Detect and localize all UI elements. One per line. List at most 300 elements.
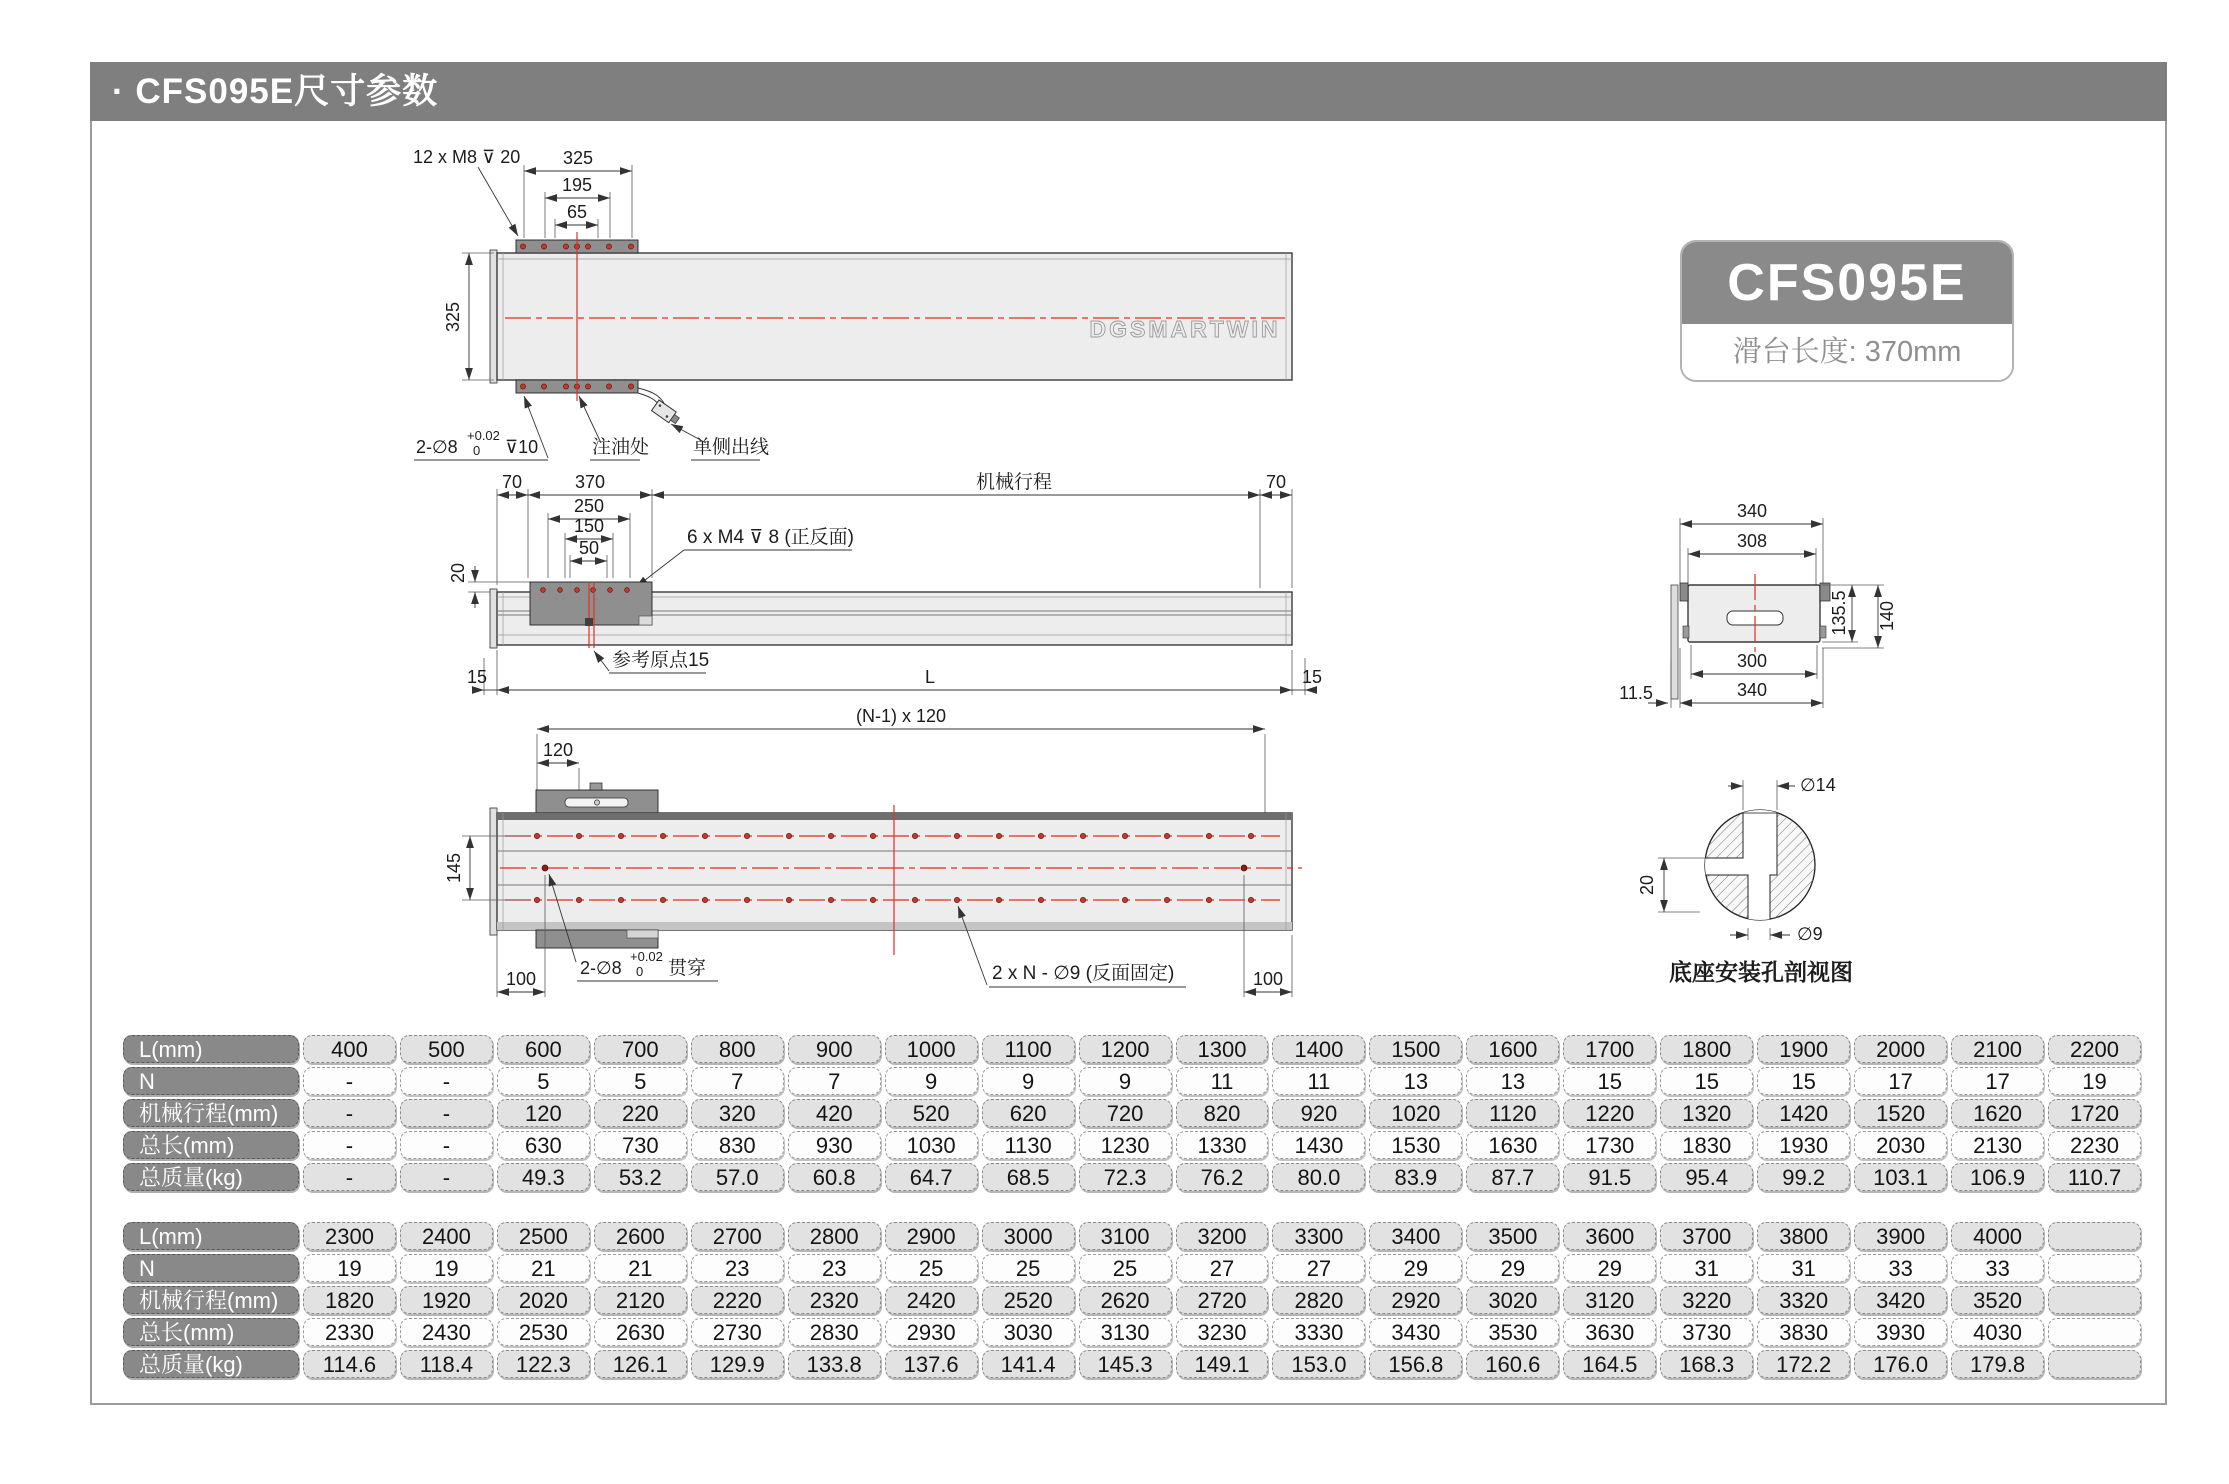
table-cell: 153.0 [1272,1350,1365,1378]
table-cell: 1320 [1660,1099,1753,1127]
mounting-hole [558,588,563,593]
table-cell: 129.9 [691,1350,784,1378]
mounting-hole [563,384,568,389]
mounting-hole [1038,897,1043,902]
mounting-hole [534,897,539,902]
cable-connector [638,388,681,426]
table-cell: 3500 [1466,1222,1559,1250]
dim-L: L [924,667,936,687]
dim-140: 140 [1877,600,1897,632]
badge-subtitle: 滑台长度: 370mm [1682,324,2012,380]
dim-15-right: 15 [1301,667,1323,687]
mounting-hole [1080,897,1085,902]
dim-d14: ∅14 [1800,775,1836,795]
table-cell: 3630 [1563,1318,1656,1346]
view-bottom [444,706,1302,997]
mounting-hole [828,897,833,902]
label-oil-port: 注油处 [592,437,650,458]
table-cell: 114.6 [303,1350,396,1378]
dim-340-top: 340 [1736,501,1768,521]
table-cell: 4000 [1951,1222,2044,1250]
mounting-hole [996,897,1001,902]
table-cell: 1130 [982,1131,1075,1159]
table-cell: 2030 [1854,1131,1947,1159]
table-cell: 99.2 [1757,1163,1850,1191]
table-cell: 820 [1176,1099,1269,1127]
table-cell: 2120 [594,1286,687,1314]
table-cell: 15 [1757,1067,1850,1095]
table-row-label: L(mm) [123,1222,299,1250]
dim-340-bottom: 340 [1736,680,1768,700]
table-cell: 149.1 [1176,1350,1269,1378]
table-cell: 95.4 [1660,1163,1753,1191]
table-cell: 1730 [1563,1131,1656,1159]
table-cell: 60.8 [788,1163,881,1191]
dim-150: 150 [573,516,605,536]
label-2n-d9: 2 x N - ∅9 (反面固定) [992,963,1175,984]
table-cell: 1500 [1369,1035,1462,1063]
mounting-hole [541,588,546,593]
mounting-hole [1164,833,1169,838]
mounting-hole [1080,833,1085,838]
table-cell: 9 [885,1067,978,1095]
table-cell: 1720 [2048,1099,2141,1127]
view-hole-detail [1637,775,1853,985]
table-cell: 21 [594,1254,687,1282]
table-cell: 920 [1272,1099,1365,1127]
table-cell: 49.3 [497,1163,590,1191]
tol-zero: 0 [636,964,644,979]
mounting-hole [1122,897,1127,902]
table-cell: 1400 [1272,1035,1365,1063]
table-cell: - [303,1067,396,1095]
table-cell: 3420 [1854,1286,1947,1314]
table-cell: 1920 [400,1286,493,1314]
table-row-label: 总质量(kg) [123,1163,299,1191]
table-cell: 33 [1951,1254,2044,1282]
model-badge [1680,240,2014,382]
dim-145: 145 [444,852,464,884]
view-top [413,147,1292,460]
table-cell: 3800 [1757,1222,1850,1250]
table-cell: 2920 [1369,1286,1462,1314]
dim-d9: ∅9 [1797,924,1823,944]
table-cell: 25 [1079,1254,1172,1282]
mounting-hole [625,588,630,593]
table-cell: 3600 [1563,1222,1656,1250]
table-cell: 2020 [497,1286,590,1314]
table-cell: 3700 [1660,1222,1753,1250]
mounting-hole [660,833,665,838]
table-cell: 3830 [1757,1318,1850,1346]
dim-325-left: 325 [443,301,463,333]
dim-120: 120 [542,740,574,760]
table-cell: 2820 [1272,1286,1365,1314]
table-row-label: N [123,1254,299,1282]
table-cell: 630 [497,1131,590,1159]
table-row-label: 机械行程(mm) [123,1286,299,1314]
table-cell: 1220 [1563,1099,1656,1127]
table-cell: 126.1 [594,1350,687,1378]
table-cell: 141.4 [982,1350,1075,1378]
table-cell: 1230 [1079,1131,1172,1159]
dim-20-detail: 20 [1637,874,1657,896]
table-cell: 25 [885,1254,978,1282]
table-cell: 3330 [1272,1318,1365,1346]
table-cell: 57.0 [691,1163,784,1191]
table-cell: 220 [594,1099,687,1127]
dim-325-top: 325 [562,148,594,168]
mounting-hole [954,897,959,902]
table-cell: 420 [788,1099,881,1127]
table-cell: 72.3 [1079,1163,1172,1191]
mounting-hole [912,897,917,902]
table-cell: 730 [594,1131,687,1159]
table-cell: 64.7 [885,1163,978,1191]
table-cell: 103.1 [1854,1163,1947,1191]
table-cell: 3730 [1660,1318,1753,1346]
mounting-hole [786,897,791,902]
dim-300: 300 [1736,651,1768,671]
table-cell: 156.8 [1369,1350,1462,1378]
table-cell: 5 [497,1067,590,1095]
table-cell: 68.5 [982,1163,1075,1191]
table-cell: - [303,1131,396,1159]
table-cell: 3530 [1466,1318,1559,1346]
end-plate [490,589,497,648]
table-cell: 87.7 [1466,1163,1559,1191]
table-row-label: 机械行程(mm) [123,1099,299,1127]
table-cell: 600 [497,1035,590,1063]
table-cell: 83.9 [1369,1163,1462,1191]
table-cell: 1000 [885,1035,978,1063]
label-2d8-through: 2-∅8 [580,958,622,978]
table-cell: 33 [1854,1254,1947,1282]
table-cell: 9 [1079,1067,1172,1095]
dim-pitch: (N-1) x 120 [855,706,947,726]
table-cell: 137.6 [885,1350,978,1378]
mounting-hole [702,897,707,902]
table-cell: 3130 [1079,1318,1172,1346]
mounting-hole [628,244,633,249]
table-cell: 930 [788,1131,881,1159]
table-cell: - [400,1067,493,1095]
table-cell: 3030 [982,1318,1075,1346]
side-tab [1680,583,1688,601]
table-cell: 7 [788,1067,881,1095]
mounting-hole [628,384,633,389]
mounting-hole [520,244,525,249]
table-cell: 29 [1466,1254,1559,1282]
table-cell: 2530 [497,1318,590,1346]
mounting-hole [575,588,580,593]
leader-origin [594,651,609,671]
end-plate [490,250,497,383]
table-cell: - [303,1099,396,1127]
table-cell: 1100 [982,1035,1075,1063]
table-cell: 1200 [1079,1035,1172,1063]
mounting-hole [576,897,581,902]
dim-20: 20 [448,562,468,584]
table-cell: 11 [1176,1067,1269,1095]
table-cell: 1820 [303,1286,396,1314]
table-cell: 1430 [1272,1131,1365,1159]
label-2d8: 2-∅8 [416,437,458,457]
table-cell: 9 [982,1067,1075,1095]
table-cell: 3020 [1466,1286,1559,1314]
table-2 [123,1222,2141,1378]
table-cell [2048,1222,2141,1250]
dim-11-5: 11.5 [1619,683,1653,703]
table-cell: 3220 [1660,1286,1753,1314]
dim-135-5: 135.5 [1829,590,1849,636]
table-cell: 2100 [1951,1035,2044,1063]
mounting-hole [954,833,959,838]
watermark: DGSMARTWIN [1089,316,1281,342]
mounting-hole [1122,833,1127,838]
table-cell: 2230 [2048,1131,2141,1159]
table-cell: 2600 [594,1222,687,1250]
table-cell: 145.3 [1079,1350,1172,1378]
table-cell: 15 [1660,1067,1753,1095]
table-row-label: L(mm) [123,1035,299,1063]
table-cell: 19 [2048,1067,2141,1095]
mounting-hole [870,897,875,902]
table-cell: 17 [1951,1067,2044,1095]
label-stroke: 机械行程 [975,472,1053,493]
dim-308: 308 [1736,531,1768,551]
table-cell: 720 [1079,1099,1172,1127]
mounting-hole [606,384,611,389]
table-cell: 168.3 [1660,1350,1753,1378]
table-cell: 2930 [885,1318,978,1346]
stopper [590,783,602,790]
table-cell: - [400,1131,493,1159]
dim-65: 65 [566,202,588,222]
mounting-hole [563,244,568,249]
table-cell: 2700 [691,1222,784,1250]
table-cell: 17 [1854,1067,1947,1095]
table-cell: - [400,1099,493,1127]
table-cell: 1330 [1176,1131,1269,1159]
leader-cable [671,424,706,443]
table-row-label: 总长(mm) [123,1131,299,1159]
table-cell: 1830 [1660,1131,1753,1159]
table-cell: 1930 [1757,1131,1850,1159]
table-cell: 25 [982,1254,1075,1282]
dim-15-left: 15 [466,667,488,687]
motor-plate [1671,585,1678,699]
table-cell: 3930 [1854,1318,1947,1346]
table-cell: 2330 [303,1318,396,1346]
table-cell [2048,1286,2141,1314]
table-cell: 31 [1757,1254,1850,1282]
table-cell: 3300 [1272,1222,1365,1250]
table-row-label: N [123,1067,299,1095]
pin-hole [542,865,548,871]
mounting-hole [585,384,590,389]
mounting-hole [1038,833,1043,838]
table-cell: 3900 [1854,1222,1947,1250]
table-cell: 500 [400,1035,493,1063]
side-tab [1820,626,1826,638]
table-cell: 53.2 [594,1163,687,1191]
table-cell: 900 [788,1035,881,1063]
table-cell: 2500 [497,1222,590,1250]
table-cell: 2420 [885,1286,978,1314]
slider-step [627,930,658,938]
table-cell: 1120 [1466,1099,1559,1127]
table-cell: 91.5 [1563,1163,1656,1191]
table-cell: 320 [691,1099,784,1127]
table-cell: 19 [400,1254,493,1282]
table-cell: 2730 [691,1318,784,1346]
table-cell: 1530 [1369,1131,1462,1159]
table-cell: 2220 [691,1286,784,1314]
table-cell: 2320 [788,1286,881,1314]
mounting-hole [912,833,917,838]
table-cell: 3200 [1176,1222,1269,1250]
dim-370: 370 [574,472,606,492]
mounting-hole [1164,897,1169,902]
table-cell: 2800 [788,1222,881,1250]
leader-m4 [636,550,684,587]
table-cell: 620 [982,1099,1075,1127]
label-depth10: ⊽10 [505,437,539,457]
table-cell: 179.8 [1951,1350,2044,1378]
mounting-hole [541,244,546,249]
table-cell: 3000 [982,1222,1075,1250]
leader-oil [579,396,601,443]
slot-hole [594,800,599,805]
table-cell: 1420 [1757,1099,1850,1127]
table-cell: 27 [1272,1254,1365,1282]
page-title: · CFS095E尺寸参数 [112,72,439,111]
table-row-label: 总质量(kg) [123,1350,299,1378]
table-cell: 1520 [1854,1099,1947,1127]
table-cell: 106.9 [1951,1163,2044,1191]
table-cell: 2130 [1951,1131,2044,1159]
label-m4: 6 x M4 ⊽ 8 (正反面) [687,527,854,548]
table-cell: 19 [303,1254,396,1282]
table-cell: 1630 [1466,1131,1559,1159]
table-cell: 3320 [1757,1286,1850,1314]
mounting-hole [520,384,525,389]
table-cell: 2620 [1079,1286,1172,1314]
dim-70-right: 70 [1265,472,1287,492]
mounting-hole [744,897,749,902]
table-cell: 13 [1369,1067,1462,1095]
table-cell: 1030 [885,1131,978,1159]
table-cell: 3520 [1951,1286,2044,1314]
table-cell: 1300 [1176,1035,1269,1063]
table-cell: 176.0 [1854,1350,1947,1378]
mounting-hole [608,588,613,593]
table-cell: 122.3 [497,1350,590,1378]
mounting-hole [534,833,539,838]
detail-caption: 底座安装孔剖视图 [1669,959,1853,985]
table-cell: 2630 [594,1318,687,1346]
table-cell [2048,1318,2141,1346]
table-cell: 1700 [1563,1035,1656,1063]
table-cell: 3230 [1176,1318,1269,1346]
table-cell [2048,1254,2141,1282]
table-cell: 2900 [885,1222,978,1250]
table-cell: 2520 [982,1286,1075,1314]
tol-plus: +0.02 [467,428,500,443]
table-cell: 2400 [400,1222,493,1250]
mounting-hole [1248,897,1253,902]
mounting-hole [1206,833,1211,838]
view-side [448,471,1322,695]
table-cell: 13 [1466,1067,1559,1095]
table-cell: 160.6 [1466,1350,1559,1378]
label-thread-m8: 12 x M8 ⊽ 20 [413,147,521,167]
label-cable-exit: 单侧出线 [693,437,770,458]
table-cell [2048,1350,2141,1378]
dim-195: 195 [561,175,593,195]
mounting-hole [828,833,833,838]
table-cell: 21 [497,1254,590,1282]
end-plate [490,808,497,935]
table-cell: 80.0 [1272,1163,1365,1191]
table-cell: - [303,1163,396,1191]
carriage-notch [639,616,652,625]
mounting-hole [618,897,623,902]
label-through: 贯穿 [668,958,707,979]
leader-thread [478,167,518,236]
mounting-hole [585,244,590,249]
table-cell: 164.5 [1563,1350,1656,1378]
table-cell: 133.8 [788,1350,881,1378]
side-tab [1683,626,1689,638]
table-cell: 400 [303,1035,396,1063]
table-cell: 800 [691,1035,784,1063]
table-cell: 700 [594,1035,687,1063]
table-cell: 5 [594,1067,687,1095]
mounting-hole [606,244,611,249]
table-cell: 27 [1176,1254,1269,1282]
mounting-hole [1206,897,1211,902]
table-cell: 1020 [1369,1099,1462,1127]
table-1 [123,1035,2141,1191]
mounting-hole [541,384,546,389]
label-origin: 参考原点15 [612,650,710,671]
tol-plus: +0.02 [630,949,663,964]
dim-70-left: 70 [501,472,523,492]
mounting-hole [618,833,623,838]
view-cross-section [1619,501,1897,708]
table-cell: 31 [1660,1254,1753,1282]
badge-model: CFS095E [1682,242,2012,324]
table-cell: 3400 [1369,1222,1462,1250]
mounting-hole [786,833,791,838]
table-cell: 2200 [2048,1035,2141,1063]
pin-hole [1241,865,1247,871]
table-cell: 2720 [1176,1286,1269,1314]
table-cell: 110.7 [2048,1163,2141,1191]
table-cell: 23 [788,1254,881,1282]
dim-100-right: 100 [1252,969,1284,989]
mounting-hole [702,833,707,838]
table-cell: 2000 [1854,1035,1947,1063]
dim-50: 50 [578,538,600,558]
tol-zero: 0 [473,443,481,458]
mounting-hole [996,833,1001,838]
mounting-hole [870,833,875,838]
mounting-hole [591,588,596,593]
table-cell: 3120 [1563,1286,1656,1314]
